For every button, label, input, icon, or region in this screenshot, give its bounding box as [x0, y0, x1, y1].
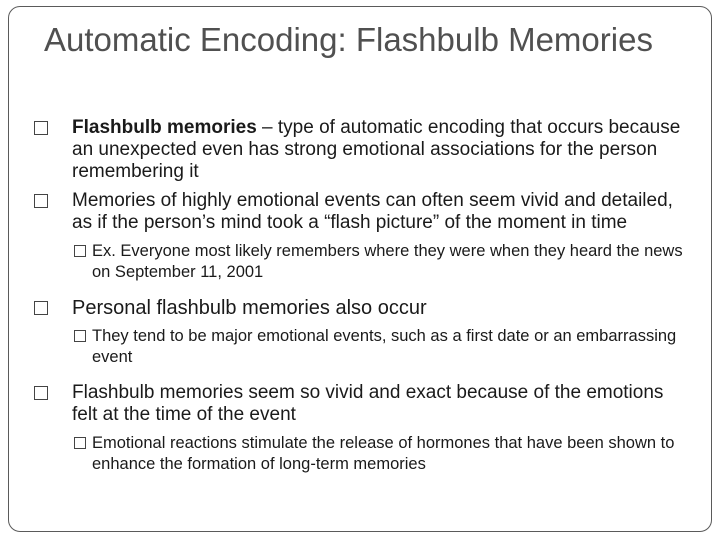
sub-bullet-text: Emotional reactions stimulate the release of hormones that have been shown to enhance the formation of long-term memories — [92, 434, 675, 473]
sub-bullet-text: They tend to be major emotional events, such as a first date or an embarrassing event — [92, 327, 677, 366]
bullet-box-icon — [34, 301, 48, 315]
bullet-flashbulb-definition — [34, 117, 694, 183]
bullet-bold-lead: Flashbulb memories — [72, 117, 257, 138]
sub-bullet-example — [34, 241, 694, 283]
sub-bullet-box-icon — [74, 437, 86, 449]
bullet-text: Memories of highly emotional events can often seem vivid and detailed, as if the person’s mind took a “flash picture” of the moment in time — [72, 190, 673, 233]
slide-content — [34, 117, 694, 483]
bullet-text: Flashbulb memories seem so vivid and exact because of the emotions felt at the time of the event — [72, 382, 664, 425]
sub-bullet-box-icon — [74, 245, 86, 257]
sub-bullet-text: Ex. Everyone most likely remembers where they were when they heard the news on September 11, 2001 — [92, 242, 683, 281]
bullet-emotional-events — [34, 190, 694, 234]
bullet-personal-memories — [34, 297, 694, 319]
bullet-vivid-exact — [34, 382, 694, 426]
slide-title: Automatic Encoding: Flashbulb Memories — [44, 21, 653, 58]
sub-bullet-major-events — [34, 326, 694, 368]
bullet-box-icon — [34, 121, 48, 135]
sub-bullet-box-icon — [74, 330, 86, 342]
bullet-box-icon — [34, 386, 48, 400]
bullet-box-icon — [34, 194, 48, 208]
bullet-text: – type of automatic encoding that occurs because an unexpected even has strong emotional associations for the person remembering it — [72, 117, 681, 182]
sub-bullet-hormones — [34, 433, 694, 475]
bullet-text: Personal flashbulb memories also occur — [72, 297, 427, 319]
